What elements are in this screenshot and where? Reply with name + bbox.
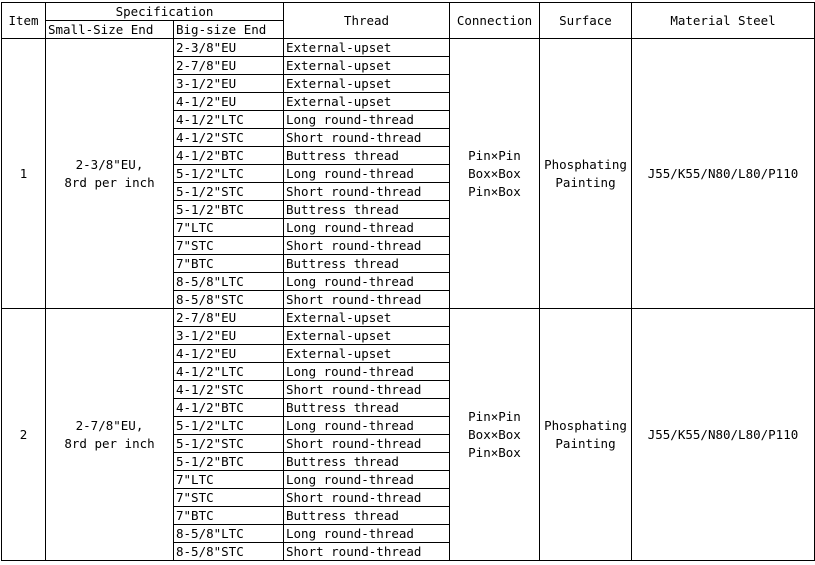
- small-end-size: 2-7/8"EU,: [75, 417, 144, 433]
- big-end-cell: 8-5/8"STC: [174, 543, 284, 561]
- big-end-cell: 7"BTC: [174, 507, 284, 525]
- thread-cell: Buttress thread: [284, 201, 450, 219]
- item-number: 1: [2, 39, 46, 309]
- connection-type: Pin×Pin: [468, 147, 521, 163]
- item-number: 2: [2, 309, 46, 561]
- thread-cell: Long round-thread: [284, 471, 450, 489]
- header-thread: Thread: [284, 3, 450, 39]
- big-end-cell: 2-7/8"EU: [174, 57, 284, 75]
- connection-type: Box×Box: [468, 426, 521, 442]
- big-end-cell: 5-1/2"STC: [174, 435, 284, 453]
- big-end-cell: 5-1/2"BTC: [174, 201, 284, 219]
- thread-cell: External-upset: [284, 327, 450, 345]
- header-item: Item: [2, 3, 46, 39]
- thread-cell: Short round-thread: [284, 183, 450, 201]
- big-end-cell: 2-7/8"EU: [174, 309, 284, 327]
- big-end-cell: 5-1/2"LTC: [174, 417, 284, 435]
- thread-cell: Short round-thread: [284, 291, 450, 309]
- big-end-cell: 7"BTC: [174, 255, 284, 273]
- big-end-cell: 8-5/8"LTC: [174, 525, 284, 543]
- big-end-cell: 4-1/2"BTC: [174, 147, 284, 165]
- small-end-cell: [46, 39, 174, 309]
- header-big-end: Big-size End: [174, 21, 284, 39]
- connection-cell: [450, 309, 540, 561]
- small-end-cell: [46, 309, 174, 561]
- thread-cell: Long round-thread: [284, 111, 450, 129]
- thread-cell: External-upset: [284, 75, 450, 93]
- surface-line2: Painting: [555, 174, 616, 190]
- big-end-cell: 7"STC: [174, 237, 284, 255]
- small-end-thread: 8rd per inch: [64, 435, 155, 451]
- thread-cell: Short round-thread: [284, 543, 450, 561]
- spec-table: [1, 2, 815, 561]
- thread-cell: Buttress thread: [284, 399, 450, 417]
- surface-line1: Phosphating: [544, 417, 627, 433]
- thread-cell: Short round-thread: [284, 381, 450, 399]
- header-specification: Specification: [46, 3, 284, 21]
- material-cell: J55/K55/N80/L80/P110: [632, 309, 815, 561]
- big-end-cell: 5-1/2"LTC: [174, 165, 284, 183]
- big-end-cell: 4-1/2"EU: [174, 345, 284, 363]
- thread-cell: External-upset: [284, 93, 450, 111]
- thread-cell: Short round-thread: [284, 435, 450, 453]
- big-end-cell: 7"LTC: [174, 219, 284, 237]
- big-end-cell: 4-1/2"LTC: [174, 363, 284, 381]
- thread-cell: Long round-thread: [284, 165, 450, 183]
- thread-cell: External-upset: [284, 309, 450, 327]
- big-end-cell: 8-5/8"LTC: [174, 273, 284, 291]
- big-end-cell: 5-1/2"STC: [174, 183, 284, 201]
- table-body: [2, 39, 815, 561]
- thread-cell: External-upset: [284, 57, 450, 75]
- thread-cell: Long round-thread: [284, 273, 450, 291]
- big-end-cell: 8-5/8"STC: [174, 291, 284, 309]
- big-end-cell: 4-1/2"STC: [174, 129, 284, 147]
- thread-cell: Short round-thread: [284, 129, 450, 147]
- table-row: [2, 39, 815, 57]
- big-end-cell: 7"STC: [174, 489, 284, 507]
- surface-cell: [540, 39, 632, 309]
- big-end-cell: 2-3/8"EU: [174, 39, 284, 57]
- header-surface: Surface: [540, 3, 632, 39]
- thread-cell: Long round-thread: [284, 525, 450, 543]
- header-connection: Connection: [450, 3, 540, 39]
- surface-line1: Phosphating: [544, 156, 627, 172]
- connection-type: Box×Box: [468, 165, 521, 181]
- thread-cell: Buttress thread: [284, 507, 450, 525]
- connection-type: Pin×Box: [468, 444, 521, 460]
- big-end-cell: 3-1/2"EU: [174, 75, 284, 93]
- big-end-cell: 3-1/2"EU: [174, 327, 284, 345]
- big-end-cell: 4-1/2"STC: [174, 381, 284, 399]
- thread-cell: Buttress thread: [284, 147, 450, 165]
- thread-cell: Long round-thread: [284, 363, 450, 381]
- connection-cell: [450, 39, 540, 309]
- connection-type: Pin×Box: [468, 183, 521, 199]
- surface-cell: [540, 309, 632, 561]
- connection-type: Pin×Pin: [468, 408, 521, 424]
- big-end-cell: 4-1/2"EU: [174, 93, 284, 111]
- small-end-size: 2-3/8"EU,: [75, 156, 144, 172]
- material-cell: J55/K55/N80/L80/P110: [632, 39, 815, 309]
- header-material: Material Steel: [632, 3, 815, 39]
- big-end-cell: 4-1/2"LTC: [174, 111, 284, 129]
- table-row: [2, 309, 815, 327]
- thread-cell: Buttress thread: [284, 453, 450, 471]
- big-end-cell: 5-1/2"BTC: [174, 453, 284, 471]
- thread-cell: External-upset: [284, 39, 450, 57]
- small-end-thread: 8rd per inch: [64, 174, 155, 190]
- thread-cell: Short round-thread: [284, 237, 450, 255]
- thread-cell: Buttress thread: [284, 255, 450, 273]
- surface-line2: Painting: [555, 435, 616, 451]
- thread-cell: Long round-thread: [284, 417, 450, 435]
- thread-cell: Short round-thread: [284, 489, 450, 507]
- header-small-end: Small-Size End: [46, 21, 174, 39]
- thread-cell: External-upset: [284, 345, 450, 363]
- table-header: [2, 3, 815, 39]
- big-end-cell: 7"LTC: [174, 471, 284, 489]
- thread-cell: Long round-thread: [284, 219, 450, 237]
- big-end-cell: 4-1/2"BTC: [174, 399, 284, 417]
